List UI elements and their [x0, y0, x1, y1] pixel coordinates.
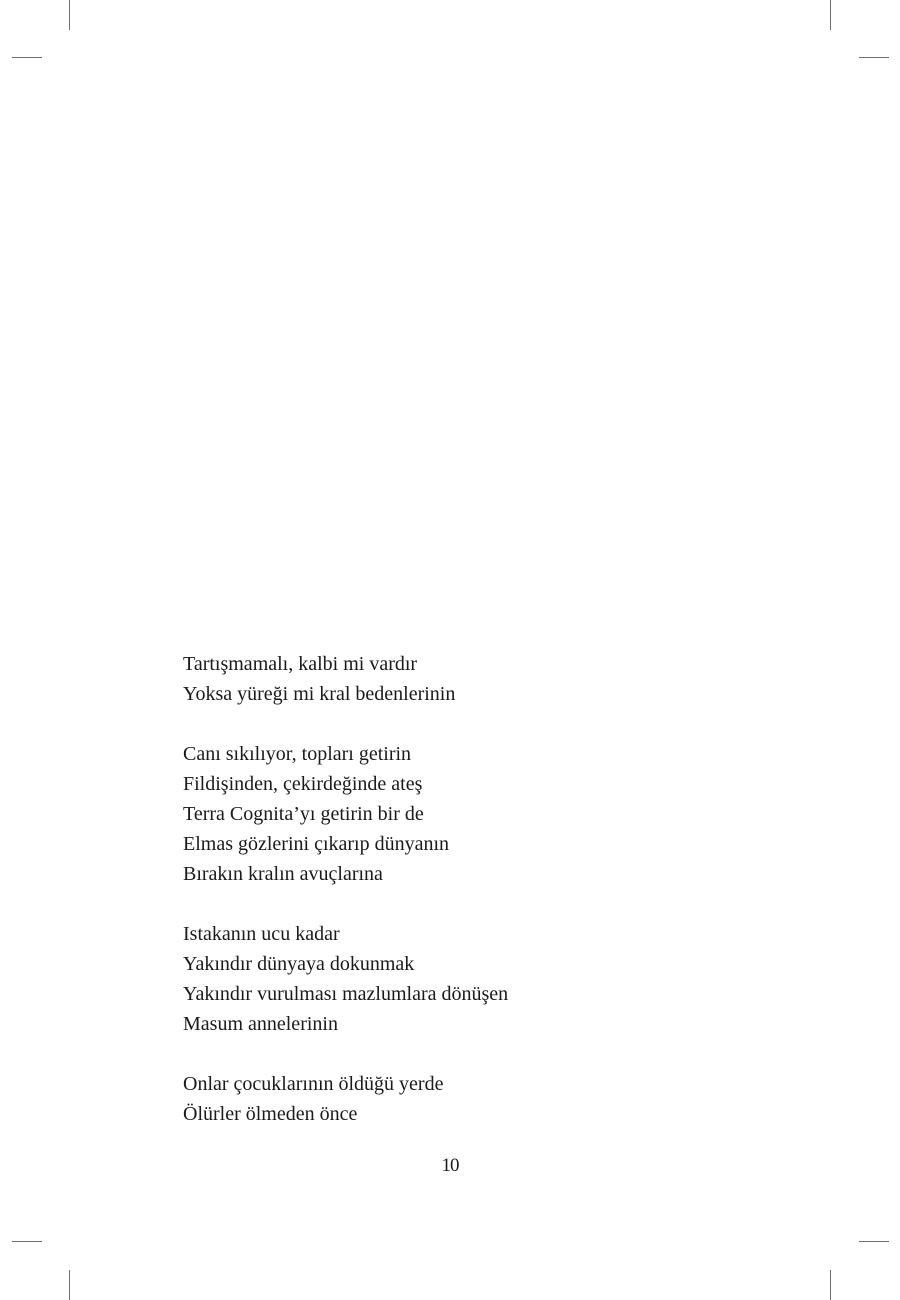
- stanza-3: [183, 919, 783, 1039]
- crop-mark-bottom-left-vertical: [69, 1270, 70, 1300]
- poem-line: Masum annelerinin: [183, 1013, 338, 1035]
- poem-line: Terra Cognita’yı getirin bir de: [183, 803, 424, 825]
- crop-mark-bottom-right-vertical: [830, 1270, 831, 1300]
- poem-line: Ölürler ölmeden önce: [183, 1103, 358, 1125]
- stanza-4: [183, 1069, 783, 1129]
- poem-line: Yoksa yüreği mi kral bedenlerinin: [183, 683, 456, 705]
- poem-line: Onlar çocuklarının öldüğü yerde: [183, 1073, 444, 1095]
- poem-line: Yakındır dünyaya dokunmak: [183, 953, 415, 975]
- stanza-1: [183, 649, 783, 709]
- poem-line: Istakanın ucu kadar: [183, 923, 340, 945]
- poem-line: Tartışmamalı, kalbi mi vardır: [183, 653, 418, 675]
- poem: [183, 649, 783, 1129]
- poem-line: Canı sıkılıyor, topları getirin: [183, 743, 412, 765]
- stanza-2: [183, 739, 783, 889]
- poem-line: Yakındır vurulması mazlumlara dönüşen: [183, 983, 509, 1005]
- page-number: 10: [441, 1155, 459, 1176]
- crop-mark-top-left-horizontal: [12, 57, 42, 58]
- crop-mark-top-left-vertical: [69, 0, 70, 30]
- poem-line: Elmas gözlerini çıkarıp dünyanın: [183, 833, 450, 855]
- poem-line: Bırakın kralın avuçlarına: [183, 863, 383, 885]
- crop-mark-top-right-vertical: [830, 0, 831, 30]
- crop-mark-bottom-left-horizontal: [12, 1241, 42, 1242]
- crop-mark-bottom-right-horizontal: [859, 1241, 889, 1242]
- poem-line: Fildişinden, çekirdeğinde ateş: [183, 773, 423, 795]
- crop-mark-top-right-horizontal: [859, 57, 889, 58]
